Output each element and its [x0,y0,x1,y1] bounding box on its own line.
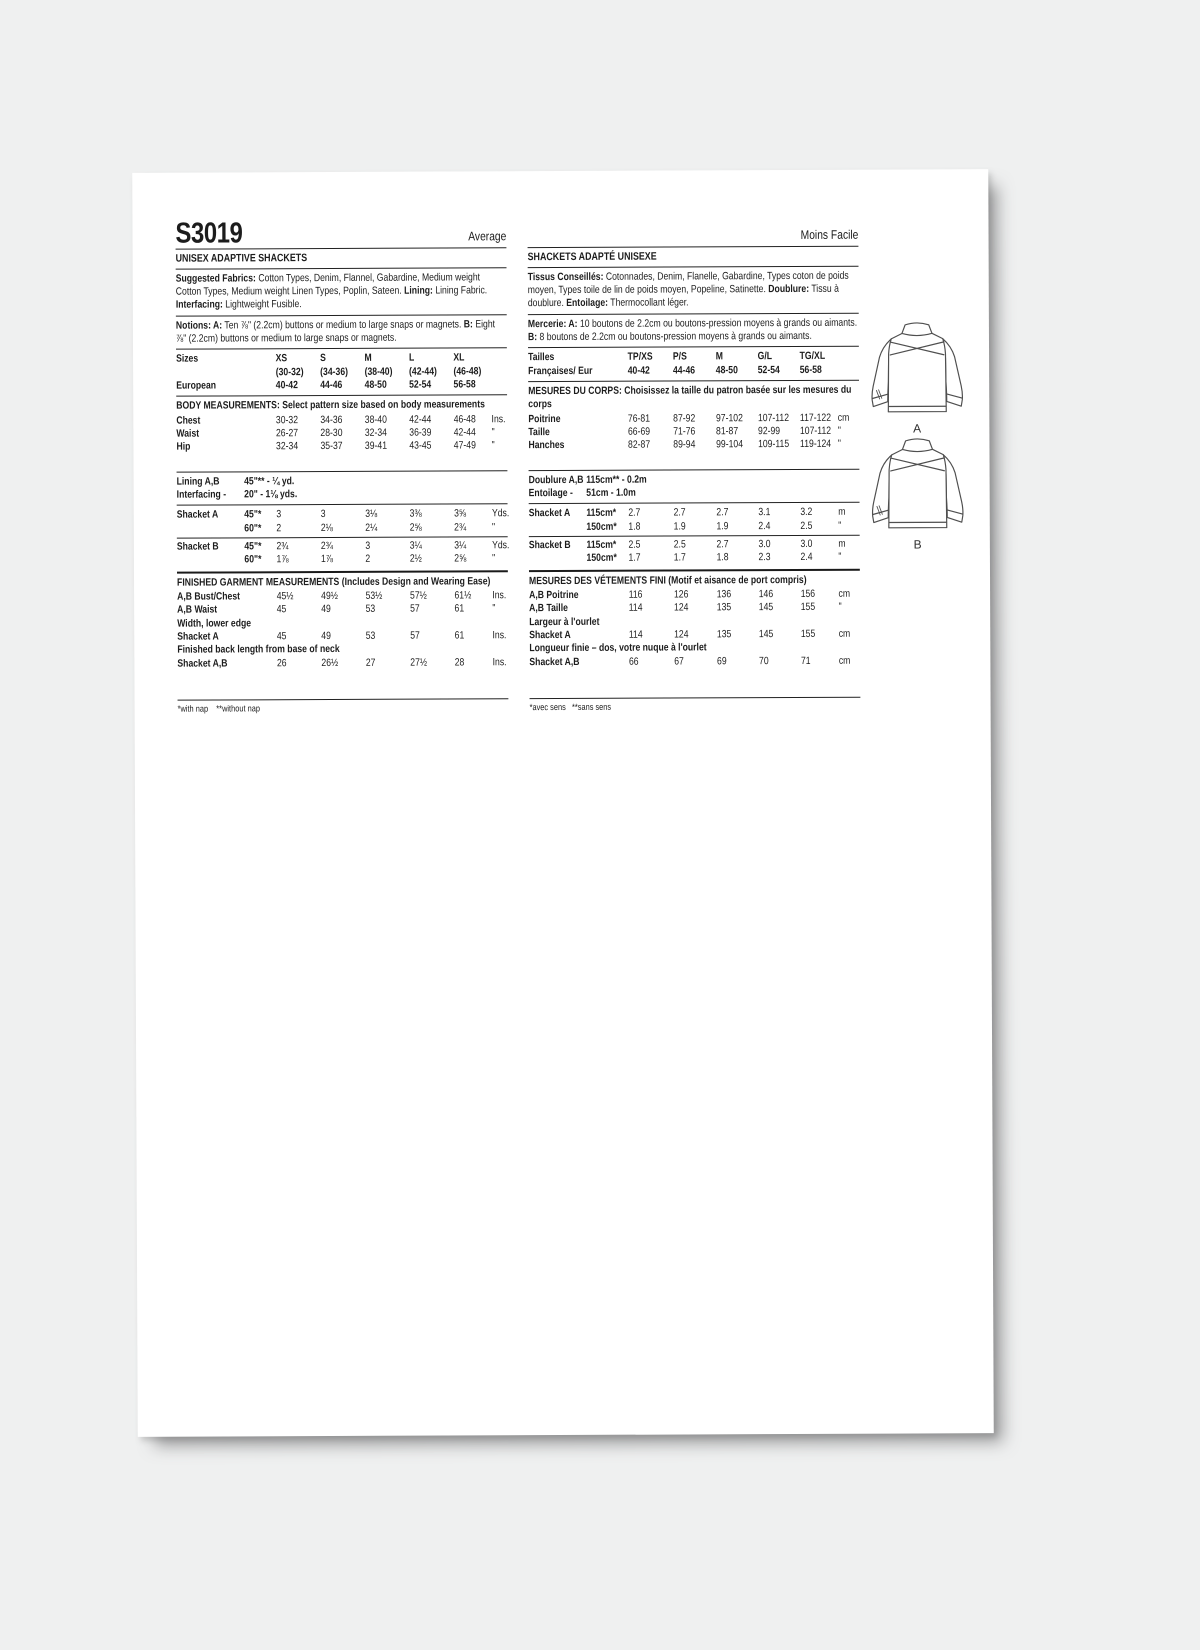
pattern-title-fr: SHACKETS ADAPTÉ UNISEXE [528,247,859,268]
row-label: Poitrine [528,412,561,425]
value-cell: (30-32) [275,365,304,378]
value-cell: 61 [454,602,465,615]
value-cell: 61½ [454,589,472,602]
unit-cell: cm [838,627,851,640]
pattern-envelope-page [132,169,994,1437]
unit-cell: " [492,552,496,565]
table-row [177,553,508,568]
value-cell: 52-54 [757,363,780,376]
value-cell: 36-39 [409,426,432,439]
value-cell: 2⅛ [320,521,333,534]
table-row [529,654,860,669]
difficulty-label-en: Average [468,229,507,244]
value-cell: 114 [628,628,643,641]
value-cell: (38-40) [364,365,393,378]
value-cell: 32-34 [275,440,299,453]
value-cell: 1⅞ [320,553,334,566]
section-heading: MESURES DU CORPS: Choisissez la taille du patron basée sur les mesures du corps [528,383,852,411]
value-cell: 70 [758,654,769,667]
paragraph: Mercerie: A: 10 boutons de 2.2cm ou boutons-pression moyens à grands ou aimants. B: 8 boutons de 2.2cm ou boutons-pression moyens à grands ou aimants. [527,316,858,344]
row-label: Hanches [528,439,565,452]
difficulty-label-fr: Moins Facile [800,227,859,243]
value-cell: 40-42 [627,364,650,377]
table-rule [529,535,860,537]
horizontal-rule [177,504,508,506]
table-row [177,629,508,644]
unit-cell [491,378,507,391]
table-rule [177,536,508,538]
row-label: Shacket B [528,538,571,552]
section-heading: BODY MEASUREMENTS: Select pattern size based on body measurements [176,398,485,413]
french-header [527,220,858,248]
value-cell: 48-50 [715,363,738,377]
value-cell: 26 [276,656,287,669]
row-label [176,366,244,380]
value-cell: 71-76 [673,425,696,438]
value-cell: 81-87 [715,425,739,438]
table-span-label: Width, lower edge [177,616,252,630]
value-cell: 135 [716,601,732,614]
row-label [529,552,587,566]
horizontal-rule [528,380,859,382]
value-cell: 2.4 [800,551,813,564]
table-row [528,363,859,378]
spacer [177,669,508,696]
value-cell: M [364,352,372,365]
value-cell: 146 [758,588,774,601]
table-row [529,519,860,534]
value-cell: 2¼ [365,521,378,534]
value-cell: (46-48) [453,365,482,378]
value-cell: 28-30 [320,426,343,440]
value-cell: 2⅝ [454,552,467,565]
value-cell: 57 [410,602,420,615]
value-cell: 2.7 [673,506,686,519]
value-cell: 3.2 [800,506,813,519]
row-label: Sizes [176,352,199,366]
table-span-label: Largeur à l'ourlet [529,615,600,628]
value-cell: 97-102 [715,411,743,424]
table-span-label: Finished back length from base of neck [177,643,340,656]
value-cell: 52-54 [409,378,432,391]
value-cell: XL [453,351,465,364]
value-cell: 61 [454,629,465,642]
unit-cell: Ins. [491,412,506,425]
value-cell: 2¾ [320,539,333,553]
horizontal-rule [177,470,508,472]
english-content [176,271,509,715]
value-cell: 49 [321,629,331,642]
row-label: A,B Poitrine [529,588,579,602]
value-cell: 3⅛ [365,508,378,521]
note-value: 20" - 1⅛ yds. [244,488,298,501]
value-cell: 39-41 [364,440,388,453]
unit-cell: m [838,506,846,519]
unit-cell: " [492,602,496,615]
table-row [177,521,508,536]
value-cell: 109-115 [758,438,790,451]
note-value: 51cm - 1.0m [586,486,636,499]
section-heading: MESURES DES VÉTEMENTS FINI (Motif et aisance de port compris) [529,573,807,587]
horizontal-rule-heavy [177,570,508,573]
value-cell: 2.7 [716,506,729,519]
value-cell: 2.5 [628,538,641,551]
value-cell: 1.9 [716,519,729,532]
shirt-back-drawing-b [858,437,976,537]
value-cell: 99-104 [716,438,744,451]
value-cell: 114 [628,601,643,614]
view-b-label: B [913,537,923,552]
value-cell: 30-32 [275,413,299,426]
unit-cell: cm [838,654,851,667]
value-cell: 26½ [321,656,339,669]
horizontal-rule [176,395,507,397]
spacer [528,451,859,466]
row-label: Shacket A [176,508,219,521]
row-label: Shacket A,B [177,657,228,670]
row-label [529,521,587,535]
horizontal-rule [530,697,861,699]
value-cell: 116 [628,588,643,601]
value-cell: 150cm* [586,520,617,533]
row-label: A,B Taille [529,602,568,615]
value-cell: 53 [365,629,376,642]
table-row [529,601,860,616]
value-cell: 45"* [244,508,262,521]
table-row [529,551,860,566]
value-cell: 53 [365,603,376,616]
value-cell: 43-45 [409,439,432,452]
value-cell: 27 [365,656,376,669]
note-value: 45"** - ¼ yd. [244,474,295,488]
value-cell: 2¾ [276,540,289,553]
value-cell: 45½ [276,590,294,603]
horizontal-rule [176,348,507,350]
spacer [176,453,507,468]
value-cell: 3 [365,539,371,552]
table-span-label: Longueur finie – dos, votre nuque à l'ourlet [529,641,707,655]
footnote: *with nap **without nap [177,703,260,714]
value-cell: XS [275,352,288,365]
table-row [176,378,507,393]
value-cell: 92-99 [757,425,781,438]
value-cell: 53½ [365,589,383,602]
value-cell: 89-94 [673,438,696,451]
note-value: 115cm** - 0.2m [586,473,647,486]
value-cell: 60"* [244,553,262,566]
view-a-label: A [913,421,922,436]
value-cell: TP/XS [627,350,653,364]
unit-cell: cm [837,411,850,424]
value-cell: 49½ [321,589,338,602]
value-cell: 3¼ [454,539,467,552]
value-cell: 2.7 [628,506,641,520]
horizontal-rule-heavy [529,568,860,571]
value-cell: 1⅞ [276,553,289,566]
unit-cell: " [838,601,842,614]
value-cell: 2.5 [673,538,686,551]
unit-cell: " [491,520,496,533]
value-cell: 27½ [410,656,428,669]
value-cell: L [408,351,415,365]
value-cell: 44-46 [672,364,696,377]
value-cell: 38-40 [364,413,387,426]
note-label: Doublure A,B [528,473,584,486]
value-cell: 3⅝ [454,507,467,520]
spacer [529,668,860,695]
value-cell: 28 [454,656,465,669]
value-cell [244,366,276,379]
value-cell: 115cm* [586,507,617,520]
table-row [528,438,859,453]
row-label: A,B Waist [177,603,218,616]
row-label [177,522,245,536]
row-label: Taille [528,426,550,439]
value-cell: 124 [674,628,689,641]
value-cell: 2 [365,553,371,566]
value-cell: 3 [320,508,326,521]
value-cell: 46-48 [453,413,476,426]
horizontal-rule [528,312,859,314]
note-label: Interfacing - [176,488,227,501]
value-cell: 1.8 [628,520,641,533]
table-row [176,440,507,455]
value-cell: 57 [410,629,420,642]
value-cell: 136 [716,588,732,601]
unit-cell: " [837,424,841,437]
value-cell: 56-58 [799,363,822,376]
value-cell: TG/XL [799,350,826,363]
row-label: A,B Bust/Chest [177,590,241,603]
unit-cell: m [838,537,846,550]
value-cell: 3.1 [758,506,771,519]
row-label: Waist [176,427,200,440]
value-cell: 156 [800,587,816,600]
yardage-note-row [177,487,508,502]
row-label: Françaises/ Eur [528,364,593,377]
unit-cell: Ins. [492,629,507,642]
value-cell: G/L [757,350,773,363]
horizontal-rule [529,468,860,470]
footnote: *avec sens **sans sens [529,701,612,713]
value-cell: 2⅝ [409,521,422,534]
value-cell: 66 [628,655,639,668]
shirt-back-drawing-a [858,321,976,421]
value-cell: 34-36 [320,413,343,426]
value-cell: 71 [800,654,811,667]
value-cell: 3.0 [800,537,813,550]
unit-cell: Ins. [492,589,507,602]
english-column [175,217,510,715]
pattern-title-en: UNISEX ADAPTIVE SHACKETS [176,248,507,269]
row-label: Shacket A [529,628,571,642]
value-cell: 40-42 [275,379,298,392]
value-cell: 49 [321,603,331,616]
value-cell: 107-112 [757,411,790,424]
unit-cell: cm [838,587,851,600]
value-cell: 57½ [409,589,427,602]
value-cell: 2 [276,521,282,534]
row-label: Tailles [528,351,555,364]
table-row [529,628,860,643]
french-column [527,220,860,714]
value-cell: 115cm* [586,538,617,551]
value-cell: 42-44 [409,413,432,426]
value-cell: 87-92 [673,412,696,425]
value-cell: 3⅜ [409,507,422,520]
note-label: Entoilage - [528,486,573,500]
value-cell: 44-46 [320,378,343,392]
value-cell: 107-112 [799,424,832,437]
value-cell: 45 [276,603,287,616]
note-label: Lining A,B [176,475,220,488]
value-cell: 3¼ [409,539,422,552]
value-cell: 69 [716,654,727,667]
value-cell: 66-69 [627,425,651,438]
paragraph: Tissus Conseillés: Cotonnades, Denim, Flanelle, Gabardine, Types coton de poids moyen, Types toile de lin de poids moyen, Popeline, Satinette. Doublure: Tissu à doublure. Entoilage: Thermocollant léger. [527,269,849,310]
pattern-number: S3019 [175,217,243,250]
value-cell: 32-34 [364,426,387,439]
row-label: European [176,379,217,392]
value-cell: 48-50 [364,378,387,391]
value-cell: 155 [800,601,816,614]
value-cell: 135 [716,628,732,641]
yardage-note-row [529,486,860,501]
row-label: Hip [176,440,191,453]
value-cell: (42-44) [408,365,437,378]
garment-illustration-view-a [855,321,979,436]
value-cell: 76-81 [627,412,651,425]
value-cell: S [320,352,326,365]
value-cell: 150cm* [586,552,617,565]
row-label: Shacket A,B [529,655,580,668]
unit-cell: " [838,519,842,532]
horizontal-rule [529,502,860,504]
unit-cell: Ins. [492,655,507,668]
value-cell: 2¾ [454,521,467,534]
value-cell: 117-122 [799,411,832,424]
horizontal-rule [528,346,859,348]
value-cell: 60"* [244,521,262,535]
value-cell: 26-27 [275,427,299,440]
paragraph: Notions: A: Ten ⅞" (2.2cm) buttons or medium to large snaps or magnets. B: Eight ⅞" (2.2cm) buttons or medium to large snaps or magnets. [175,317,496,345]
value-cell: 3.0 [758,538,771,551]
value-cell: 2.5 [800,519,813,532]
row-label: Shacket B [176,540,219,553]
value-cell: 47-49 [453,439,476,452]
value-cell: 155 [800,627,816,640]
value-cell: 45"* [244,540,262,553]
unit-cell: " [491,426,495,439]
value-cell: 2.7 [716,538,729,551]
value-cell: 126 [673,588,689,601]
value-cell: 124 [673,601,689,614]
value-cell: 56-58 [453,378,476,391]
value-cell: 1.8 [716,551,729,564]
unit-cell: Yds. [492,539,510,552]
value-cell: 1.7 [673,551,686,564]
value-cell: (34-36) [320,365,349,378]
value-cell: 1.7 [628,551,641,564]
value-cell: 2.3 [758,551,771,564]
unit-cell: " [837,438,841,451]
value-cell: 3 [276,508,282,521]
value-cell: P/S [672,350,687,363]
value-cell: 2½ [409,552,422,565]
section-heading: FINISHED GARMENT MEASUREMENTS (Includes Design and Wearing Ease) [177,574,491,589]
value-cell: M [715,350,723,363]
value-cell: 82-87 [627,438,651,452]
row-label: Chest [176,414,201,427]
value-cell: 35-37 [320,440,343,453]
row-label: Shacket A [177,630,219,643]
unit-cell [491,352,507,365]
value-cell: 1.9 [673,520,686,533]
value-cell: 145 [758,601,774,614]
value-cell: 145 [758,628,774,641]
value-cell: 45 [276,630,287,643]
horizontal-rule [178,698,509,700]
table-row [177,603,508,618]
row-label [177,554,245,568]
paragraph: Suggested Fabrics: Cotton Types, Denim, Flannel, Gabardine, Medium weight Cotton Types, Medium weight Linen Types, Poplin, Sateen. Lining: Lining Fabric. Interfacing: Lightweight Fusible. [175,271,488,312]
unit-cell [491,365,507,378]
horizontal-rule [176,314,507,316]
value-cell: 2.4 [758,519,771,532]
table-row [177,656,508,671]
unit-cell: " [838,551,842,564]
english-header [175,217,507,250]
value-cell: 42-44 [453,426,476,439]
value-cell: 67 [674,655,684,668]
value-cell: 119-124 [800,438,832,451]
unit-cell: " [491,439,495,452]
garment-illustration-view-b [855,437,979,552]
unit-cell: Yds. [491,507,510,520]
french-content [528,269,861,713]
row-label: Shacket A [528,507,571,520]
